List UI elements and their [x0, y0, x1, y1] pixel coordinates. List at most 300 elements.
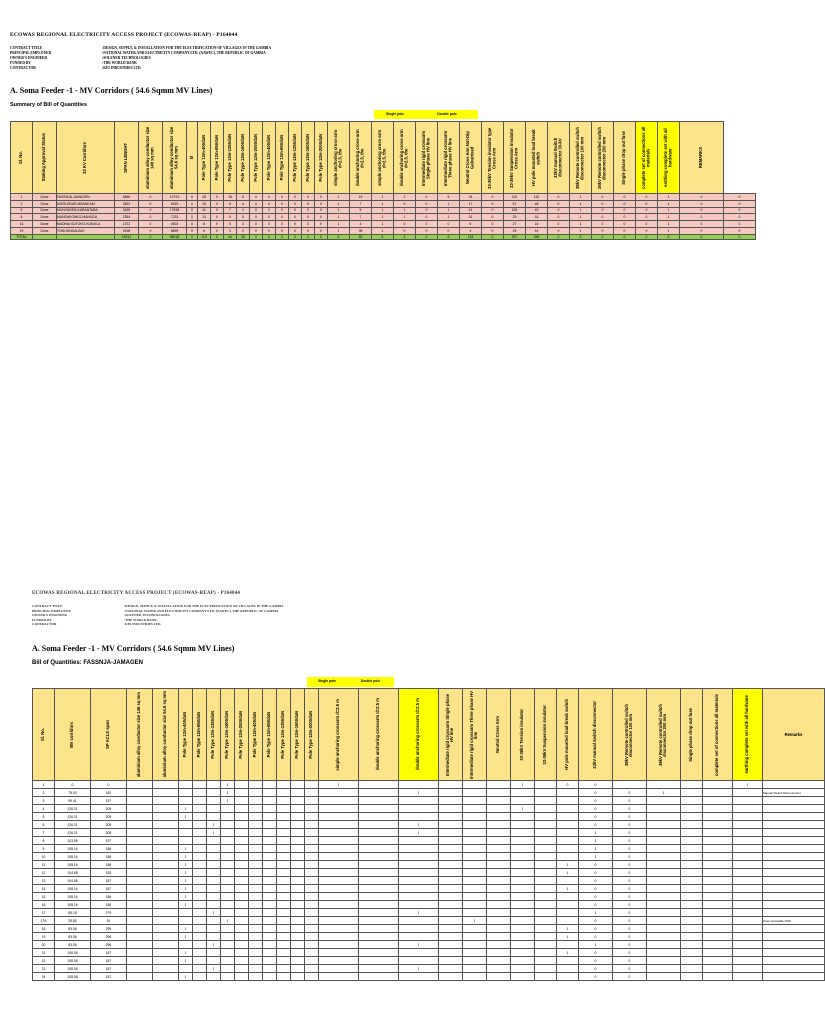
- boq-cell: 104.68: [55, 877, 91, 885]
- summary-cell: 1: [570, 214, 592, 221]
- boq-cell: 1: [399, 941, 439, 949]
- boq-cell: [439, 829, 463, 837]
- boq-cell: 208: [91, 829, 127, 837]
- boq-cell: [235, 869, 249, 877]
- boq-cell: [235, 821, 249, 829]
- boq-cell: [647, 917, 681, 925]
- boq-cell: [153, 829, 179, 837]
- summary-cell: 0: [416, 221, 438, 228]
- boq-cell: [193, 821, 207, 829]
- boq-row: [33, 797, 825, 805]
- boq-cell: [535, 845, 557, 853]
- boq-cell: [399, 893, 439, 901]
- boq-cell: [703, 933, 733, 941]
- summary-cell: 7: [350, 200, 372, 207]
- boq-cell: [399, 869, 439, 877]
- boq-cell: [463, 925, 487, 933]
- boq-cell: [193, 949, 207, 957]
- boq-cell: 1: [221, 797, 235, 805]
- summary-total-cell: 56018: [163, 234, 187, 240]
- boq-cell: [557, 813, 579, 821]
- boq-cell: [763, 901, 825, 909]
- boq-cell: [763, 957, 825, 965]
- boq-cell: Over Crossable DFR: [763, 917, 825, 925]
- boq-cell: 24: [33, 973, 55, 981]
- boq-cell: [153, 909, 179, 917]
- boq-cell: [439, 885, 463, 893]
- boq-row: [33, 949, 825, 957]
- boq-cell: [487, 933, 511, 941]
- boq-cell: [249, 877, 263, 885]
- boq-header-text: Intermediate rigid crossarm Three phase HV line: [469, 690, 479, 779]
- boq-cell: [557, 837, 579, 845]
- summary-cell: 0: [250, 207, 263, 214]
- boq-cell: [127, 965, 153, 973]
- boq-cell: [733, 853, 763, 861]
- boq-cell: [319, 877, 359, 885]
- summary-cell: 0: [592, 221, 614, 228]
- boq-header-cell: [647, 689, 681, 781]
- summary-cell: 1: [658, 214, 680, 221]
- boq-cell: [127, 885, 153, 893]
- boq-cell: [277, 957, 291, 965]
- section-heading: A. Soma Feeder -1 - MV Corridors ( 54.6 Sqmm MV Lines): [10, 86, 213, 95]
- boq-header-text: Sl. No.: [40, 727, 46, 742]
- boq-cell: 1: [221, 917, 235, 925]
- boq-cell: [557, 965, 579, 973]
- boq-cell: 0: [579, 973, 613, 981]
- boq-cell: 1: [463, 917, 487, 925]
- boq-cell: 0: [579, 965, 613, 973]
- boq-header-cell: [221, 689, 235, 781]
- boq-cell: [319, 949, 359, 957]
- summary-header-text: earthing complete set with all hardware: [663, 128, 673, 187]
- summary-cell: 3: [237, 221, 250, 228]
- boq-cell: [359, 797, 399, 805]
- boq-cell: [263, 949, 277, 957]
- summary-cell: 0: [680, 227, 724, 234]
- summary-total-cell: 0: [276, 234, 289, 240]
- summary-total-cell: 6: [372, 234, 394, 240]
- boq-cell: 16: [33, 901, 55, 909]
- boq-cell: [681, 813, 703, 821]
- boq-cell: [207, 845, 221, 853]
- boq-cell: [291, 837, 305, 845]
- meta-key: CONTRACT TITLE: [10, 46, 43, 50]
- boq-cell: [291, 893, 305, 901]
- boq-cell: 1: [647, 789, 681, 797]
- summary-cell: 6: [198, 227, 211, 234]
- boq-cell: 205: [91, 821, 127, 829]
- boq-cell: [263, 965, 277, 973]
- boq-cell: [221, 949, 235, 957]
- boq-cell: [681, 805, 703, 813]
- boq-cell: [207, 885, 221, 893]
- boq-cell: [249, 845, 263, 853]
- summary-cell: 0: [315, 214, 328, 221]
- summary-cell: 0: [139, 194, 163, 201]
- boq-cell: 1: [579, 829, 613, 837]
- boq-cell: [763, 869, 825, 877]
- boq-cell: [235, 949, 249, 957]
- boq-cell: [263, 781, 277, 789]
- boq-cell: [511, 973, 535, 981]
- boq-cell: [153, 893, 179, 901]
- boq-cell: [249, 829, 263, 837]
- boq-cell: [291, 885, 305, 893]
- boq-cell: [127, 917, 153, 925]
- summary-header-cell: [680, 122, 724, 194]
- boq-cell: 25.80: [55, 917, 91, 925]
- boq-cell: [305, 933, 319, 941]
- boq-cell: [263, 821, 277, 829]
- boq-cell: 0: [579, 949, 613, 957]
- boq-cell: [511, 861, 535, 869]
- boq-cell: 12: [33, 869, 55, 877]
- boq-cell: [305, 909, 319, 917]
- boq-cell: 1: [179, 845, 193, 853]
- boq-cell: [263, 901, 277, 909]
- boq-cell: [207, 893, 221, 901]
- boq-cell: [647, 869, 681, 877]
- boq-cell: [463, 837, 487, 845]
- boq-cell: [263, 973, 277, 981]
- boq-cell: [127, 973, 153, 981]
- boq-cell: [647, 933, 681, 941]
- boq-cell: [193, 933, 207, 941]
- boq-cell: [681, 949, 703, 957]
- boq-header-text: earthing complete set with all hardware: [744, 695, 750, 774]
- boq-cell: [557, 845, 579, 853]
- boq-cell: [733, 813, 763, 821]
- summary-total-cell: 0: [302, 234, 315, 240]
- boq-cell: [763, 805, 825, 813]
- boq-row: [33, 869, 825, 877]
- boq-cell: [179, 829, 193, 837]
- boq-cell: [535, 949, 557, 957]
- boq-cell: [207, 781, 221, 789]
- boq-cell: [463, 781, 487, 789]
- summary-header-cell: [224, 122, 237, 194]
- boq-cell: [263, 933, 277, 941]
- boq-cell: 186: [91, 853, 127, 861]
- boq-cell: [703, 901, 733, 909]
- boq-cell: [221, 853, 235, 861]
- boq-cell: [263, 941, 277, 949]
- boq-cell: 0: [579, 861, 613, 869]
- page2-title: ECOWAS REGIONAL ELECTRICITY ACCESS PROJECT (ECOWAS-REAP) - P164044: [32, 591, 241, 596]
- boq-cell: [439, 941, 463, 949]
- boq-cell: [487, 877, 511, 885]
- boq-header-text: HV pole mounted load break switch: [564, 699, 570, 770]
- boq-cell: [763, 845, 825, 853]
- boq-cell: [193, 885, 207, 893]
- boq-cell: [319, 853, 359, 861]
- boq-cell: [305, 957, 319, 965]
- boq-cell: [763, 941, 825, 949]
- boq-cell: [263, 917, 277, 925]
- summary-cell: 0: [250, 200, 263, 207]
- boq-cell: [359, 781, 399, 789]
- boq-row: [33, 805, 825, 813]
- boq-cell: [319, 837, 359, 845]
- boq-cell: [647, 925, 681, 933]
- boq-cell: [733, 941, 763, 949]
- boq-cell: [535, 797, 557, 805]
- boq-cell: [319, 909, 359, 917]
- summary-cell: 0: [614, 207, 636, 214]
- boq-cell: 108.08: [55, 965, 91, 973]
- boq-cell: [179, 781, 193, 789]
- boq-cell: [221, 869, 235, 877]
- summary-cell: 132: [526, 194, 548, 201]
- boq-cell: [359, 877, 399, 885]
- boq-cell: [733, 789, 763, 797]
- boq-cell: [557, 821, 579, 829]
- boq-cell: [647, 901, 681, 909]
- boq-cell: 103.98: [55, 837, 91, 845]
- boq-cell: [733, 861, 763, 869]
- summary-header-text: Sl. No.: [18, 150, 24, 165]
- boq-cell: 1: [179, 861, 193, 869]
- boq-cell: [193, 893, 207, 901]
- meta-value: :THE WORLD BANK: [124, 617, 157, 622]
- boq-cell: [221, 845, 235, 853]
- summary-header-cell: [163, 122, 187, 194]
- boq-cell: 5: [33, 813, 55, 821]
- boq-cell: [703, 821, 733, 829]
- boq-cell: [221, 837, 235, 845]
- summary-cell: 0: [592, 207, 614, 214]
- boq-cell: [179, 821, 193, 829]
- summary-cell: 0: [636, 221, 658, 228]
- boq-header-text: double anchoring crossarm d=2.5 m: [415, 698, 421, 771]
- boq-cell: 0: [613, 917, 647, 925]
- boq-cell: [305, 805, 319, 813]
- boq-header-cell: [319, 689, 359, 781]
- boq-cell: [277, 973, 291, 981]
- meta-value: :KEI INDUSTRIES LTD.: [102, 66, 142, 70]
- summary-cell: 0: [482, 200, 504, 207]
- boq-cell: [305, 837, 319, 845]
- boq-cell: [263, 837, 277, 845]
- boq-cell: [733, 973, 763, 981]
- boq-cell: [487, 925, 511, 933]
- boq-row: [33, 933, 825, 941]
- boq-cell: [733, 837, 763, 845]
- boq-cell: 21: [33, 949, 55, 957]
- boq-cell: [235, 933, 249, 941]
- boq-cell: [127, 941, 153, 949]
- summary-cell: 1: [570, 221, 592, 228]
- boq-cell: [487, 973, 511, 981]
- summary-cell: 34: [460, 194, 482, 201]
- boq-cell: [359, 973, 399, 981]
- boq-cell: [263, 845, 277, 853]
- boq-cell: 0: [55, 781, 91, 789]
- boq-cell: [207, 925, 221, 933]
- boq-cell: [305, 829, 319, 837]
- boq-header-cell: [249, 689, 263, 781]
- summary-header-text: simple anchoring cross-arm d=2.5, the: [377, 129, 387, 186]
- boq-cell: [733, 797, 763, 805]
- meta-value: :DESIGN, SUPPLY, & INSTALLATION FOR THE ELECTRIFICATION OF VILLAGES IN THE GAMBIA: [124, 604, 284, 608]
- summary-cell: 1372: [115, 221, 139, 228]
- boq-cell: 0: [579, 789, 613, 797]
- boq-cell: [703, 877, 733, 885]
- summary-subtitle: Summary of Bill of Quantities: [10, 102, 88, 108]
- boq-cell: [127, 957, 153, 965]
- boq-cell: [763, 909, 825, 917]
- summary-cell: MADINA SUTOKO-KUNJILA: [57, 221, 115, 228]
- summary-cell: 1: [438, 200, 460, 207]
- boq-cell: 0: [613, 789, 647, 797]
- boq-cell: [647, 893, 681, 901]
- boq-cell: [703, 941, 733, 949]
- boq-cell: [439, 933, 463, 941]
- boq-cell: 1: [179, 869, 193, 877]
- boq-cell: 0: [613, 805, 647, 813]
- boq-cell: 187: [91, 957, 127, 965]
- boq-cell: 126.21: [55, 829, 91, 837]
- boq-cell: 1: [179, 853, 193, 861]
- boq-cell: [127, 877, 153, 885]
- boq-header-text: 33-36kV Tension insulator: [519, 708, 525, 761]
- boq-cell: [535, 829, 557, 837]
- summary-cell: 1: [372, 214, 394, 221]
- boq-cell: [439, 805, 463, 813]
- boq-cell: [463, 933, 487, 941]
- boq-cell: 1: [733, 781, 763, 789]
- summary-cell: 17: [460, 200, 482, 207]
- meta-line: [32, 622, 283, 627]
- boq-cell: [647, 805, 681, 813]
- boq-cell: 197: [91, 797, 127, 805]
- boq-cell: [399, 797, 439, 805]
- summary-cell: 0: [211, 221, 224, 228]
- boq-cell: [305, 973, 319, 981]
- summary-header-text: REMARKS: [698, 146, 704, 169]
- boq-cell: [703, 781, 733, 789]
- boq-row: [33, 893, 825, 901]
- boq-cell: [681, 925, 703, 933]
- boq-cell: [463, 845, 487, 853]
- boq-cell: 0: [613, 941, 647, 949]
- boq-cell: [763, 829, 825, 837]
- boq-cell: [291, 861, 305, 869]
- boq-cell: [703, 853, 733, 861]
- boq-header-cell: [359, 689, 399, 781]
- boq-cell: 1: [207, 821, 221, 829]
- boq-cell: 1: [579, 909, 613, 917]
- boq-cell: [277, 805, 291, 813]
- boq-cell: [681, 941, 703, 949]
- boq-cell: [487, 941, 511, 949]
- boq-cell: [249, 901, 263, 909]
- boq-cell: [487, 893, 511, 901]
- summary-cell: MUNYAGEN-KARANTABA: [57, 207, 115, 214]
- boq-cell: [221, 893, 235, 901]
- boq-cell: [511, 925, 535, 933]
- boq-cell: [193, 789, 207, 797]
- summary-header-text: 33-36kV Tension insulator type Cross Arm: [487, 126, 497, 189]
- boq-cell: [277, 845, 291, 853]
- summary-cell: 0: [276, 227, 289, 234]
- boq-cell: [179, 917, 193, 925]
- boq-row: [33, 917, 825, 925]
- boq-cell: 1: [557, 933, 579, 941]
- boq-cell: [193, 901, 207, 909]
- summary-cell: 1: [394, 214, 416, 221]
- boq-cell: [153, 789, 179, 797]
- summary-cell: 0: [302, 227, 315, 234]
- summary-cell: Done: [33, 227, 57, 234]
- boq-cell: [703, 917, 733, 925]
- boq-cell: [359, 837, 399, 845]
- boq-cell: 0: [613, 853, 647, 861]
- boq-cell: [535, 813, 557, 821]
- boq-cell: [487, 853, 511, 861]
- boq-cell: [487, 813, 511, 821]
- summary-cell: 16: [526, 214, 548, 221]
- summary-header-cell: [416, 122, 438, 194]
- boq-cell: [263, 853, 277, 861]
- boq-cell: [249, 789, 263, 797]
- boq-cell: [703, 949, 733, 957]
- boq-cell: 91: [91, 917, 127, 925]
- boq-header-cell: [33, 689, 55, 781]
- boq-cell: [235, 845, 249, 853]
- summary-total-cell: 0: [680, 234, 724, 240]
- summary-header-cell: [276, 122, 289, 194]
- boq-cell: [439, 869, 463, 877]
- boq-cell: [221, 829, 235, 837]
- boq-cell: [763, 893, 825, 901]
- boq-cell: [221, 821, 235, 829]
- summary-cell: MISSLEBAR-MBANKAM: [57, 200, 115, 207]
- summary-cell: 0: [263, 214, 276, 221]
- boq-cell: 108.16: [55, 893, 91, 901]
- boq-cell: [153, 933, 179, 941]
- boq-cell: 108.08: [55, 949, 91, 957]
- boq-cell: 0: [613, 925, 647, 933]
- summary-header-text: 33 KV Corridors: [82, 141, 88, 174]
- summary-header-cell: [460, 122, 482, 194]
- summary-header-text: double anchoring cross-arm d=2.5, the: [399, 129, 409, 186]
- summary-header-cell: [438, 122, 460, 194]
- boq-cell: [647, 829, 681, 837]
- boq-cell: 0: [613, 845, 647, 853]
- meta-key: FUNDED BY: [32, 617, 52, 622]
- boq-cell: [399, 813, 439, 821]
- boq-cell: [127, 909, 153, 917]
- boq-cell: [463, 789, 487, 797]
- summary-cell: 0: [636, 207, 658, 214]
- boq-cell: [305, 893, 319, 901]
- boq-cell: [207, 797, 221, 805]
- boq-row: [33, 813, 825, 821]
- meta-value: :THE WORLD BANK: [102, 61, 137, 65]
- boq-cell: [487, 861, 511, 869]
- summary-cell: 19: [198, 200, 211, 207]
- boq-cell: [763, 797, 825, 805]
- summary-cell: 0: [250, 214, 263, 221]
- boq-cell: [359, 909, 399, 917]
- summary-cell: 38: [350, 227, 372, 234]
- boq-cell: 1: [579, 941, 613, 949]
- boq-cell: [511, 837, 535, 845]
- summary-cell: 7: [224, 207, 237, 214]
